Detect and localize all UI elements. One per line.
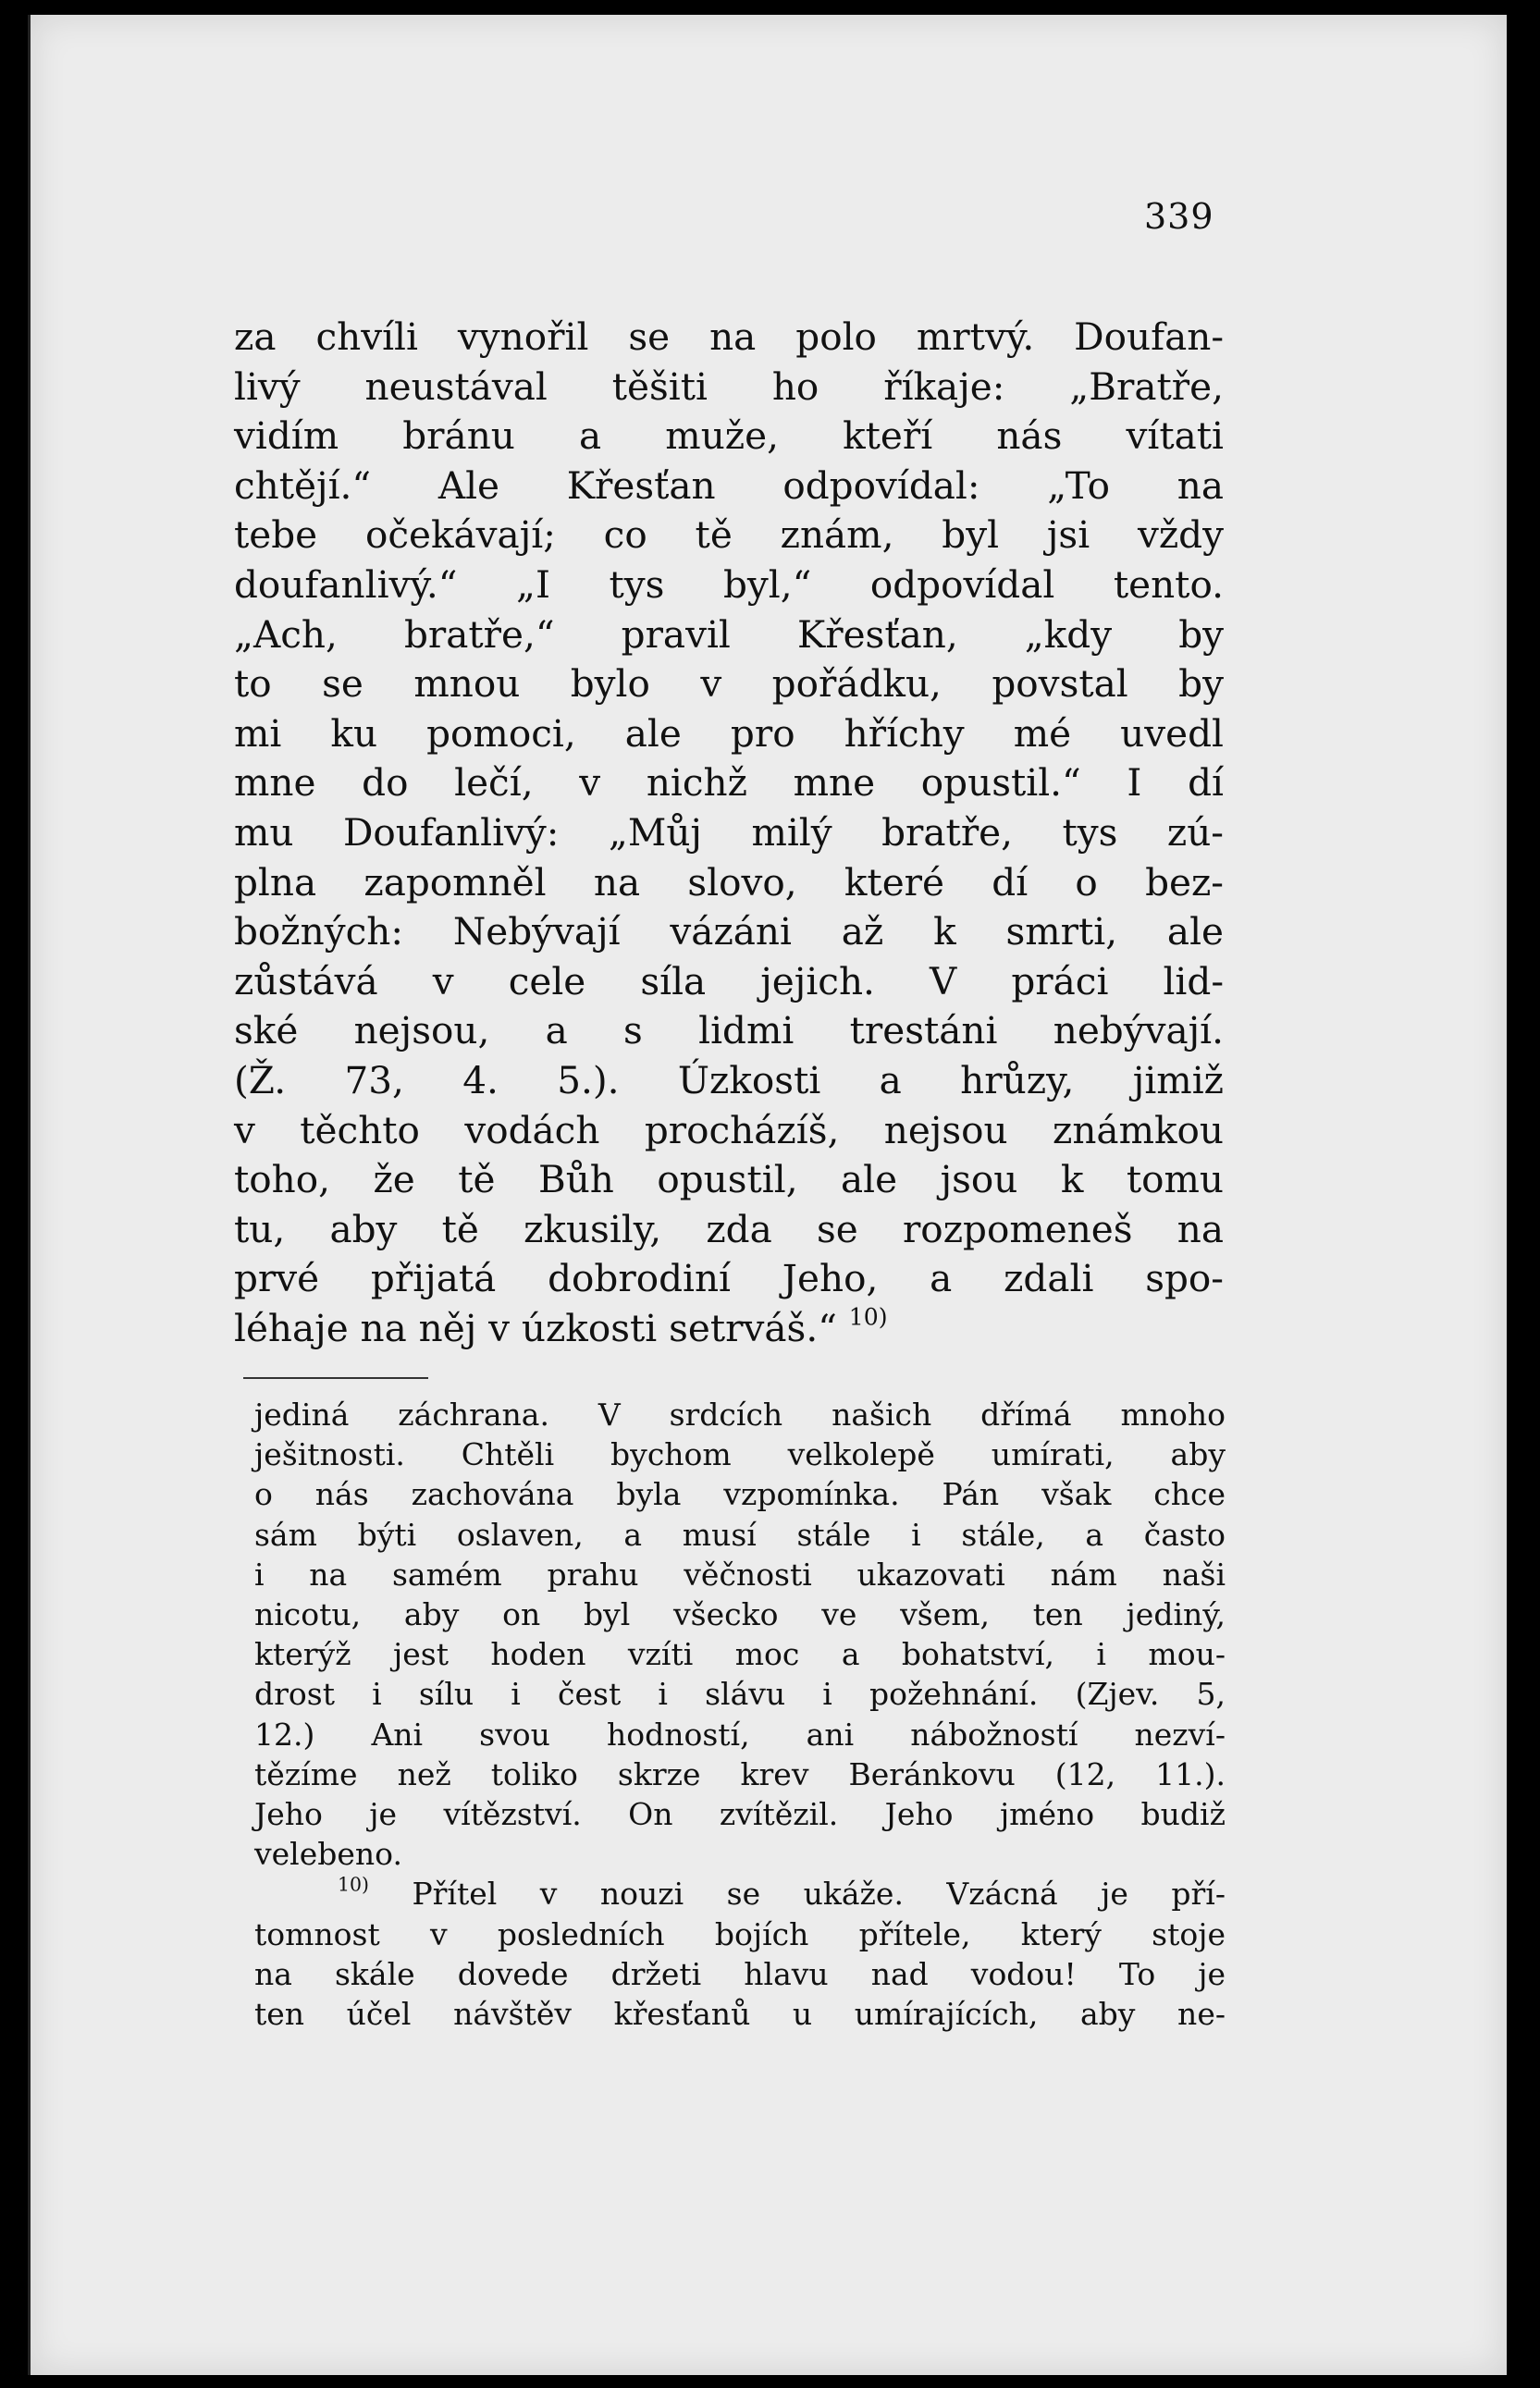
text-line: livý neustával těšiti ho říkaje: „Bratře, (234, 363, 1224, 409)
text-line (234, 1304, 1224, 1354)
footnote-line: drost i sílu i čest i slávu i požehnání. (Zjev. 5, (254, 1676, 1226, 1713)
text-line: tebe očekávají; co tě znám, byl jsi vždy (234, 512, 1224, 558)
footnote-line: i na samém prahu věčnosti ukazovati nám naši (254, 1556, 1226, 1593)
footnote-reference: 10) (848, 1303, 888, 1331)
text-line: prvé přijatá dobrodiní Jeho, a zdali spo- (234, 1256, 1224, 1301)
text-line: mu Doufanlivý: „Můj milý bratře, tys zú- (234, 809, 1224, 855)
footnote-10-text: Přítel v nouzi se ukáže. Vzácná je pří- (368, 1876, 1226, 1913)
text-line: za chvíli vynořil se na polo mrtvý. Doufan- (234, 314, 1224, 359)
footnotes (254, 1395, 1226, 2034)
text-line: v těchto vodách procházíš, nejsou známkou (234, 1107, 1224, 1152)
text-line: ské nejsou, a s lidmi trestáni nebývají. (234, 1008, 1224, 1053)
text-line: chtějí.“ Ale Křesťan odpovídal: „To na (234, 462, 1224, 508)
footnote-line: velebeno. (254, 1836, 402, 1873)
main-text (234, 313, 1224, 1353)
footnote-line: ješitnosti. Chtěli bychom velkolepě umírati, aby (254, 1436, 1226, 1473)
text-line: doufanlivý.“ „I tys byl,“ odpovídal tento. (234, 561, 1224, 607)
footnote-line: 12.) Ani svou hodností, ani nábožností nezví- (254, 1716, 1226, 1753)
footnote-separator (243, 1377, 428, 1379)
footnote-line: kterýž jest hoden vzíti moc a bohatství, i mou- (254, 1636, 1226, 1673)
page-number: 339 (1144, 196, 1214, 237)
footnote-line: na skále dovede držeti hlavu nad vodou! To je (254, 1955, 1226, 1992)
text-line: (Ž. 73, 4. 5.). Úzkosti a hrůzy, jimiž (234, 1057, 1224, 1102)
footnote-line: nicotu, aby on byl všecko ve všem, ten jediný, (254, 1596, 1226, 1633)
text-line: to se mnou bylo v pořádku, povstal by (234, 661, 1224, 707)
text-line: božných: Nebývají vázáni až k smrti, ale (234, 909, 1224, 954)
book-page (28, 15, 1507, 2375)
text-line: mne do lečí, v nichž mne opustil.“ I dí (234, 760, 1224, 806)
footnote-line: sám býti oslaven, a musí stále i stále, a často (254, 1516, 1226, 1553)
footnote-line: Jeho je vítězství. On zvítězil. Jeho jméno budiž (254, 1796, 1226, 1833)
text-line: plna zapomněl na slovo, které dí o bez- (234, 859, 1224, 905)
text-line: toho, že tě Bůh opustil, ale jsou k tomu (234, 1157, 1224, 1202)
text-line: vidím bránu a muže, kteří nás vítati (234, 413, 1224, 459)
footnote-line: ten účel návštěv křesťanů u umírajících, aby ne- (254, 1996, 1226, 2033)
footnote-line: tomnost v posledních bojích přítele, který stoje (254, 1915, 1226, 1952)
text-line: zůstává v cele síla jejich. V práci lid- (234, 958, 1224, 1003)
footnote-10-first-line (254, 1874, 1226, 1914)
footnote-line: jediná záchrana. V srdcích našich dřímá mnoho (254, 1397, 1226, 1433)
text-line: mi ku pomoci, ale pro hříchy mé uvedl (234, 710, 1224, 756)
text-line: tu, aby tě zkusily, zda se rozpomeneš na (234, 1206, 1224, 1251)
text-line-content: léhaje na něj v úzkosti setrváš.“ (234, 1305, 837, 1350)
footnote-line: o nás zachována byla vzpomínka. Pán však chce (254, 1476, 1226, 1513)
text-line: „Ach, bratře,“ pravil Křesťan, „kdy by (234, 611, 1224, 657)
footnote-marker: 10) (338, 1874, 369, 1897)
footnote-line: tězíme než toliko skrze krev Beránkovu (12, 11.). (254, 1755, 1226, 1792)
